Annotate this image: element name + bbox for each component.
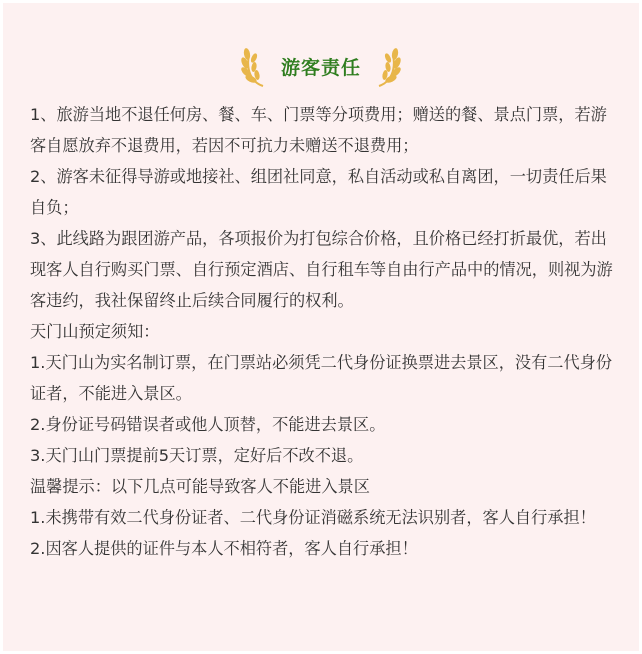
laurel-right-icon (371, 44, 401, 88)
paragraph-package-price: 3、此线路为跟团游产品，各项报价为打包综合价格，且价格已经打折最优，若出现客人自行购买门票、自行预定酒店、自行租车等自由行产品中的情况，则视为游客违约，我社保留终止后续合同履行的权利。 (30, 229, 613, 310)
title-banner (3, 41, 639, 91)
laurel-left-icon (241, 44, 271, 88)
paragraph-tip-mismatch: 2.因客人提供的证件与本人不相符者，客人自行承担！ (30, 539, 418, 558)
section-heading-tips: 温馨提示：以下几点可能导致客人不能进入景区 (30, 477, 370, 496)
paragraph-no-refund: 1、旅游当地不退任何房、餐、车、门票等分项费用；赠送的餐、景点门票，若游客自愿放弃不退费用，若因不可抗力未赠送不退费用； (30, 105, 607, 155)
page-title: 游客责任 (280, 56, 361, 79)
policy-text (30, 99, 616, 564)
paragraph-id-error: 2.身份证号码错误者或他人顶替，不能进去景区。 (30, 415, 386, 434)
paragraph-advance-booking: 3.天门山门票提前5天订票，定好后不改不退。 (30, 446, 364, 465)
paragraph-real-name: 1.天门山为实名制订票，在门票站必须凭二代身份证换票进去景区，没有二代身份证者，不能进入景区。 (30, 353, 613, 403)
section-heading-booking: 天门山预定须知： (30, 322, 160, 341)
content-card (3, 3, 639, 651)
paragraph-tip-id-card: 1.未携带有效二代身份证者、二代身份证消磁系统无法识别者，客人自行承担！ (30, 508, 596, 527)
paragraph-self-activity: 2、游客未征得导游或地接社、组团社同意，私自活动或私自离团，一切责任后果自负； (30, 167, 607, 217)
